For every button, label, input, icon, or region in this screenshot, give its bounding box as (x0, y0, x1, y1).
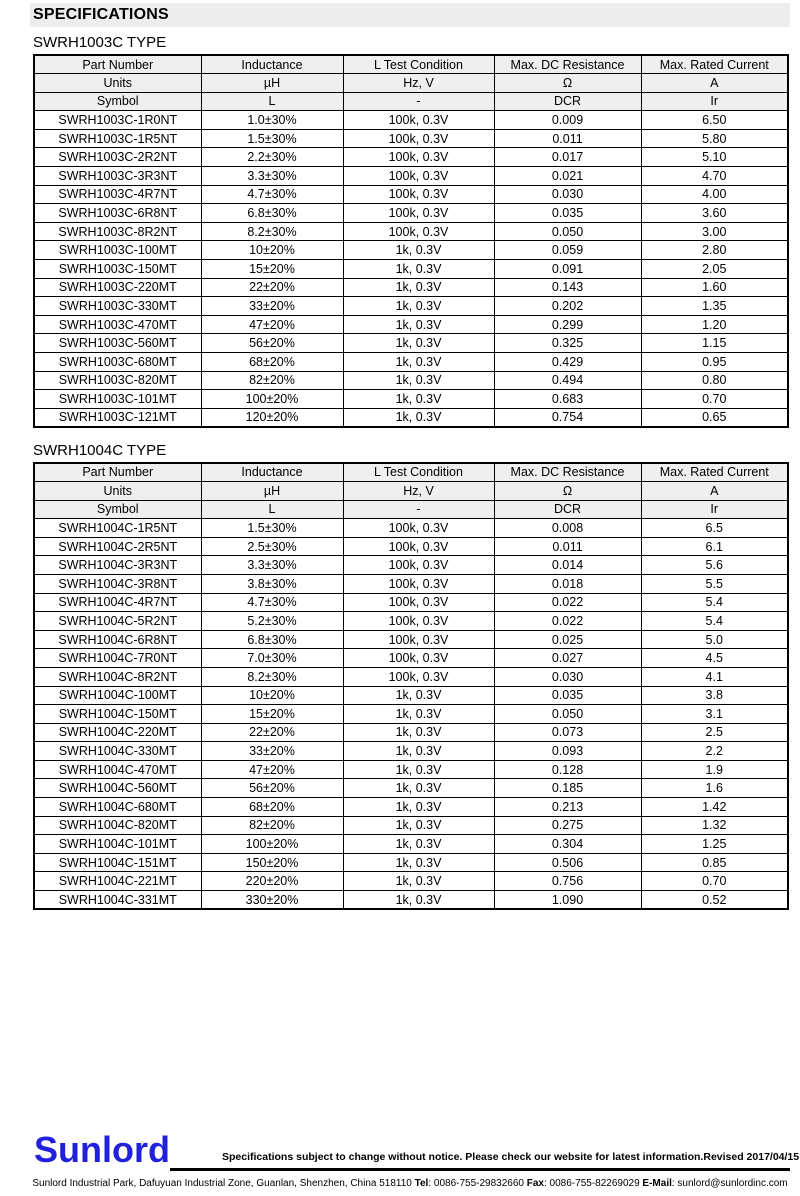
table-cell: 4.7±30% (201, 593, 343, 612)
table-cell: 1k, 0.3V (343, 835, 494, 854)
table-cell: 1k, 0.3V (343, 408, 494, 427)
table-cell: 1k, 0.3V (343, 260, 494, 279)
part-number-cell: SWRH1004C-151MT (34, 853, 201, 872)
table-cell: 0.506 (494, 853, 641, 872)
header-cell: Inductance (201, 463, 343, 482)
table-row (34, 334, 788, 353)
header-cell: DCR (494, 500, 641, 519)
table-cell: 1k, 0.3V (343, 779, 494, 798)
header-cell: Ω (494, 481, 641, 500)
spec-table (33, 54, 789, 428)
table-cell: 2.05 (641, 260, 788, 279)
table-cell: 1k, 0.3V (343, 297, 494, 316)
table-cell: 1.20 (641, 315, 788, 334)
table-cell: 0.95 (641, 353, 788, 372)
table-row (34, 835, 788, 854)
header-cell: Inductance (201, 55, 343, 74)
table-cell: 22±20% (201, 278, 343, 297)
table-cell: 22±20% (201, 723, 343, 742)
table-cell: 100k, 0.3V (343, 649, 494, 668)
table-cell: 100k, 0.3V (343, 667, 494, 686)
table-row (34, 408, 788, 427)
table-cell: 1.15 (641, 334, 788, 353)
part-number-cell: SWRH1004C-470MT (34, 760, 201, 779)
part-number-cell: SWRH1003C-220MT (34, 278, 201, 297)
table-cell: 5.0 (641, 630, 788, 649)
table-cell: 1.5±30% (201, 519, 343, 538)
specifications-header-bar (30, 3, 790, 27)
table-row (34, 667, 788, 686)
table-row (34, 371, 788, 390)
table-cell: 1.35 (641, 297, 788, 316)
table-cell: 3.60 (641, 204, 788, 223)
table-row (34, 798, 788, 817)
header-cell: Ir (641, 92, 788, 111)
table-cell: 15±20% (201, 260, 343, 279)
header-cell: Max. DC Resistance (494, 463, 641, 482)
part-number-cell: SWRH1003C-3R3NT (34, 167, 201, 186)
table-cell: 4.7±30% (201, 185, 343, 204)
table-cell: 3.3±30% (201, 167, 343, 186)
table-cell: 1.0±30% (201, 111, 343, 130)
part-number-cell: SWRH1004C-7R0NT (34, 649, 201, 668)
table-cell: 100k, 0.3V (343, 630, 494, 649)
table-row (34, 185, 788, 204)
table-row (34, 315, 788, 334)
table-cell: 4.70 (641, 167, 788, 186)
table-cell: 1k, 0.3V (343, 798, 494, 817)
table-cell: 100k, 0.3V (343, 556, 494, 575)
table-cell: 6.8±30% (201, 630, 343, 649)
table-cell: 1k, 0.3V (343, 891, 494, 910)
part-number-cell: SWRH1003C-1R5NT (34, 129, 201, 148)
header-cell: Max. DC Resistance (494, 55, 641, 74)
table-cell: 4.1 (641, 667, 788, 686)
part-number-cell: SWRH1003C-8R2NT (34, 222, 201, 241)
table-cell: 5.5 (641, 574, 788, 593)
table-cell: 0.021 (494, 167, 641, 186)
table-cell: 0.091 (494, 260, 641, 279)
table-row (34, 872, 788, 891)
header-cell: L (201, 500, 343, 519)
part-number-cell: SWRH1003C-6R8NT (34, 204, 201, 223)
table-row (34, 519, 788, 538)
table-cell: 0.025 (494, 630, 641, 649)
table-cell: 100k, 0.3V (343, 167, 494, 186)
table-cell: 1k, 0.3V (343, 816, 494, 835)
symbol-row (34, 92, 788, 111)
table-cell: 0.213 (494, 798, 641, 817)
table-row (34, 148, 788, 167)
table-cell: 0.70 (641, 872, 788, 891)
table-cell: 0.011 (494, 129, 641, 148)
part-number-cell: SWRH1004C-331MT (34, 891, 201, 910)
table-cell: 0.022 (494, 593, 641, 612)
part-number-cell: SWRH1003C-2R2NT (34, 148, 201, 167)
table-cell: 6.8±30% (201, 204, 343, 223)
table-cell: 100k, 0.3V (343, 574, 494, 593)
table-row (34, 649, 788, 668)
table-cell: 1.60 (641, 278, 788, 297)
table-cell: 1k, 0.3V (343, 872, 494, 891)
table-cell: 4.00 (641, 185, 788, 204)
table-row (34, 297, 788, 316)
header-cell: Part Number (34, 463, 201, 482)
header-cell: µH (201, 74, 343, 93)
table-cell: 0.014 (494, 556, 641, 575)
table-row (34, 630, 788, 649)
table-cell: 220±20% (201, 872, 343, 891)
table-cell: 100k, 0.3V (343, 111, 494, 130)
table-cell: 0.008 (494, 519, 641, 538)
header-cell: Part Number (34, 55, 201, 74)
table-cell: 1k, 0.3V (343, 241, 494, 260)
table-row (34, 760, 788, 779)
table-cell: 0.185 (494, 779, 641, 798)
header-cell: Hz, V (343, 481, 494, 500)
table-cell: 0.022 (494, 612, 641, 631)
header-cell: Ω (494, 74, 641, 93)
units-row (34, 74, 788, 93)
table-cell: 0.128 (494, 760, 641, 779)
table-cell: 0.756 (494, 872, 641, 891)
table-cell: 1k, 0.3V (343, 353, 494, 372)
part-number-cell: SWRH1004C-330MT (34, 742, 201, 761)
header-cell: A (641, 481, 788, 500)
table-cell: 3.3±30% (201, 556, 343, 575)
table-row (34, 723, 788, 742)
header-cell: Max. Rated Current (641, 463, 788, 482)
table-cell: 0.030 (494, 185, 641, 204)
table-cell: 0.275 (494, 816, 641, 835)
part-number-cell: SWRH1003C-4R7NT (34, 185, 201, 204)
sunlord-logo: Sunlord (34, 1129, 170, 1170)
header-cell: - (343, 92, 494, 111)
spec-table (33, 462, 789, 910)
table-cell: 1.5±30% (201, 129, 343, 148)
table-cell: 6.5 (641, 519, 788, 538)
header-cell: Hz, V (343, 74, 494, 93)
table-cell: 0.429 (494, 353, 641, 372)
part-number-cell: SWRH1003C-330MT (34, 297, 201, 316)
table-cell: 100k, 0.3V (343, 185, 494, 204)
table-cell: 150±20% (201, 853, 343, 872)
table-cell: 47±20% (201, 760, 343, 779)
header-cell: - (343, 500, 494, 519)
table-title: SWRH1004C TYPE (33, 441, 167, 459)
table-cell: 6.1 (641, 537, 788, 556)
header-cell: DCR (494, 92, 641, 111)
table-row (34, 891, 788, 910)
table-cell: 0.85 (641, 853, 788, 872)
table-cell: 100k, 0.3V (343, 204, 494, 223)
table-cell: 0.035 (494, 686, 641, 705)
part-number-cell: SWRH1004C-5R2NT (34, 612, 201, 631)
table-cell: 5.2±30% (201, 612, 343, 631)
table-cell: 1k, 0.3V (343, 853, 494, 872)
part-number-cell: SWRH1004C-4R7NT (34, 593, 201, 612)
part-number-cell: SWRH1004C-100MT (34, 686, 201, 705)
part-number-cell: SWRH1003C-121MT (34, 408, 201, 427)
table-cell: 0.011 (494, 537, 641, 556)
table-cell: 8.2±30% (201, 667, 343, 686)
table-row (34, 241, 788, 260)
table-cell: 0.050 (494, 222, 641, 241)
table-cell: 100k, 0.3V (343, 148, 494, 167)
address-text: : 0086-755-29832660 (428, 1178, 527, 1189)
table-cell: 8.2±30% (201, 222, 343, 241)
table-cell: 1.42 (641, 798, 788, 817)
table-cell: 68±20% (201, 798, 343, 817)
table-cell: 0.754 (494, 408, 641, 427)
table-cell: 0.035 (494, 204, 641, 223)
table-cell: 1.6 (641, 779, 788, 798)
table-row (34, 204, 788, 223)
header-cell: Units (34, 481, 201, 500)
header-cell: L Test Condition (343, 55, 494, 74)
table-cell: 2.2±30% (201, 148, 343, 167)
table-cell: 0.325 (494, 334, 641, 353)
table-cell: 10±20% (201, 686, 343, 705)
table-cell: 47±20% (201, 315, 343, 334)
part-number-cell: SWRH1003C-680MT (34, 353, 201, 372)
header-cell: Symbol (34, 500, 201, 519)
header-cell: Units (34, 74, 201, 93)
table-cell: 100k, 0.3V (343, 537, 494, 556)
table-cell: 15±20% (201, 705, 343, 724)
table-cell: 33±20% (201, 297, 343, 316)
address-label: Fax (526, 1178, 544, 1189)
table-cell: 3.00 (641, 222, 788, 241)
header-cell: L (201, 92, 343, 111)
table-cell: 1k, 0.3V (343, 315, 494, 334)
part-number-cell: SWRH1004C-6R8NT (34, 630, 201, 649)
address-label: E-Mail (642, 1178, 672, 1189)
table-cell: 0.65 (641, 408, 788, 427)
table-cell: 0.70 (641, 390, 788, 409)
header-cell: L Test Condition (343, 463, 494, 482)
table-cell: 1k, 0.3V (343, 278, 494, 297)
tables-container (33, 27, 787, 910)
address-text: Sunlord Industrial Park, Dafuyuan Industrial Zone, Guanlan, Shenzhen, China 518110 (32, 1178, 415, 1189)
table-cell: 0.009 (494, 111, 641, 130)
table-row (34, 390, 788, 409)
table-row (34, 686, 788, 705)
table-cell: 0.030 (494, 667, 641, 686)
table-cell: 1k, 0.3V (343, 723, 494, 742)
table-cell: 1k, 0.3V (343, 686, 494, 705)
table-row (34, 593, 788, 612)
table-cell: 0.52 (641, 891, 788, 910)
footer-address (30, 1178, 790, 1189)
table-cell: 0.093 (494, 742, 641, 761)
address-text: : 0086-755-82269029 (544, 1178, 643, 1189)
page-title: SPECIFICATIONS (33, 6, 169, 23)
table-row (34, 537, 788, 556)
table-cell: 1.9 (641, 760, 788, 779)
table-cell: 330±20% (201, 891, 343, 910)
table-row (34, 574, 788, 593)
table-cell: 100±20% (201, 390, 343, 409)
table-row (34, 222, 788, 241)
part-number-cell: SWRH1004C-221MT (34, 872, 201, 891)
table-cell: 100k, 0.3V (343, 129, 494, 148)
part-number-cell: SWRH1003C-100MT (34, 241, 201, 260)
table-cell: 3.1 (641, 705, 788, 724)
table-cell: 1k, 0.3V (343, 705, 494, 724)
table-row (34, 353, 788, 372)
table-cell: 1k, 0.3V (343, 371, 494, 390)
table-row (34, 742, 788, 761)
part-number-cell: SWRH1003C-560MT (34, 334, 201, 353)
table-cell: 0.017 (494, 148, 641, 167)
table-cell: 0.683 (494, 390, 641, 409)
table-cell: 1k, 0.3V (343, 760, 494, 779)
table-cell: 5.10 (641, 148, 788, 167)
part-number-cell: SWRH1003C-1R0NT (34, 111, 201, 130)
table-cell: 0.027 (494, 649, 641, 668)
table-cell: 100k, 0.3V (343, 222, 494, 241)
symbol-row (34, 500, 788, 519)
header-cell: Ir (641, 500, 788, 519)
table-cell: 82±20% (201, 371, 343, 390)
table-cell: 1.32 (641, 816, 788, 835)
table-cell: 120±20% (201, 408, 343, 427)
part-number-cell: SWRH1004C-101MT (34, 835, 201, 854)
table-cell: 1k, 0.3V (343, 390, 494, 409)
table-cell: 2.2 (641, 742, 788, 761)
table-cell: 0.018 (494, 574, 641, 593)
footer-notice: Specifications subject to change without notice. Please check our website for latest information. (222, 1151, 704, 1163)
table-cell: 0.494 (494, 371, 641, 390)
table-cell: 1.090 (494, 891, 641, 910)
part-number-cell: SWRH1004C-8R2NT (34, 667, 201, 686)
part-number-cell: SWRH1004C-820MT (34, 816, 201, 835)
table-cell: 1k, 0.3V (343, 334, 494, 353)
table-cell: 3.8 (641, 686, 788, 705)
table-row (34, 278, 788, 297)
part-number-cell: SWRH1003C-150MT (34, 260, 201, 279)
table-cell: 100k, 0.3V (343, 593, 494, 612)
address-label: Tel (414, 1178, 429, 1189)
table-cell: 10±20% (201, 241, 343, 260)
part-number-cell: SWRH1004C-3R3NT (34, 556, 201, 575)
part-number-cell: SWRH1004C-150MT (34, 705, 201, 724)
table-row (34, 556, 788, 575)
part-number-cell: SWRH1004C-3R8NT (34, 574, 201, 593)
header-cell: A (641, 74, 788, 93)
table-row (34, 612, 788, 631)
part-number-cell: SWRH1003C-820MT (34, 371, 201, 390)
column-header-row (34, 463, 788, 482)
table-cell: 100k, 0.3V (343, 612, 494, 631)
table-cell: 2.5±30% (201, 537, 343, 556)
table-cell: 100±20% (201, 835, 343, 854)
table-cell: 0.050 (494, 705, 641, 724)
table-row (34, 816, 788, 835)
table-cell: 4.5 (641, 649, 788, 668)
table-cell: 68±20% (201, 353, 343, 372)
table-cell: 56±20% (201, 334, 343, 353)
table-row (34, 129, 788, 148)
table-cell: 82±20% (201, 816, 343, 835)
table-row (34, 779, 788, 798)
table-row (34, 853, 788, 872)
table-cell: 56±20% (201, 779, 343, 798)
units-row (34, 481, 788, 500)
table-row (34, 167, 788, 186)
table-cell: 2.80 (641, 241, 788, 260)
table-cell: 0.143 (494, 278, 641, 297)
footer-revision-date: Revised 2017/04/15 (703, 1151, 800, 1163)
footer-notice-row (222, 1151, 800, 1163)
table-cell: 2.5 (641, 723, 788, 742)
table-cell: 0.299 (494, 315, 641, 334)
table-cell: 5.6 (641, 556, 788, 575)
header-cell: Symbol (34, 92, 201, 111)
part-number-cell: SWRH1004C-1R5NT (34, 519, 201, 538)
part-number-cell: SWRH1003C-470MT (34, 315, 201, 334)
part-number-cell: SWRH1004C-680MT (34, 798, 201, 817)
table-cell: 0.073 (494, 723, 641, 742)
table-cell: 100k, 0.3V (343, 519, 494, 538)
part-number-cell: SWRH1004C-220MT (34, 723, 201, 742)
address-text: : sunlord@sunlordinc.com (671, 1178, 788, 1189)
table-cell: 3.8±30% (201, 574, 343, 593)
table-cell: 7.0±30% (201, 649, 343, 668)
table-cell: 5.80 (641, 129, 788, 148)
part-number-cell: SWRH1003C-101MT (34, 390, 201, 409)
table-cell: 5.4 (641, 612, 788, 631)
header-cell: µH (201, 481, 343, 500)
table-cell: 0.80 (641, 371, 788, 390)
part-number-cell: SWRH1004C-2R5NT (34, 537, 201, 556)
table-row (34, 260, 788, 279)
table-row (34, 705, 788, 724)
part-number-cell: SWRH1004C-560MT (34, 779, 201, 798)
table-title: SWRH1003C TYPE (33, 34, 167, 51)
table-cell: 0.202 (494, 297, 641, 316)
table-cell: 5.4 (641, 593, 788, 612)
table-cell: 6.50 (641, 111, 788, 130)
table-row (34, 111, 788, 130)
table-cell: 1k, 0.3V (343, 742, 494, 761)
table-cell: 1.25 (641, 835, 788, 854)
table-cell: 0.059 (494, 241, 641, 260)
footer-divider-line (170, 1168, 790, 1171)
header-cell: Max. Rated Current (641, 55, 788, 74)
column-header-row (34, 55, 788, 74)
table-cell: 33±20% (201, 742, 343, 761)
table-cell: 0.304 (494, 835, 641, 854)
